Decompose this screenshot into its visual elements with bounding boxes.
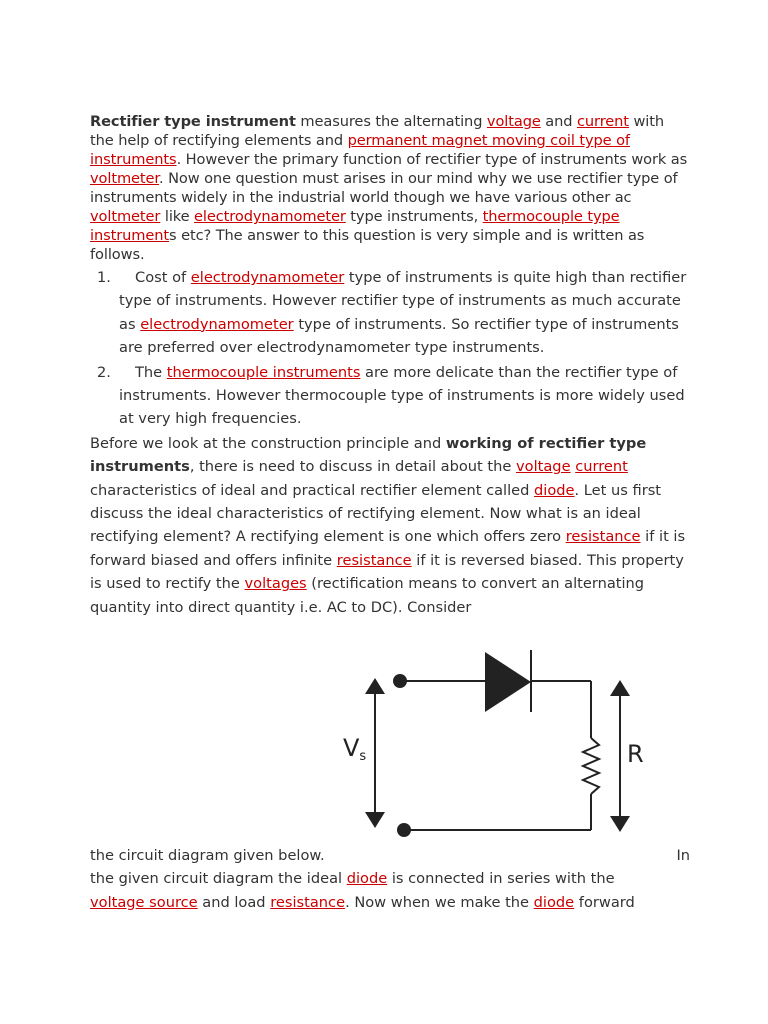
link-voltmeter-2[interactable]: voltmeter [90,208,161,225]
link-voltages[interactable]: voltages [244,575,307,593]
intro-paragraph: Rectifier type instrument measures the alternating voltage and current with the help of rectifying elements and permanent magnet moving coil type of instruments. However the primary function of rectifier type of instruments work as voltmeter. Now one question must arises in our mind why we use rectifier type of instruments widely in the industrial world though we have various other ac voltmeter like electrodynamometer type instruments, thermocouple type instruments etc? The answer to this question is very simple and is written as follows. [90,113,688,263]
reasons-list [90,266,690,431]
tail-paragraph: the circuit diagram given below. In the given circuit diagram the ideal diode is connected in series with the voltage source and load resistance. Now when we make the diode forward [90,847,690,911]
intro-term: Rectifier type instrument [90,113,296,130]
link-voltmeter[interactable]: voltmeter [90,170,159,187]
resistor-symbol [583,738,599,794]
link-thermocouple-instrument[interactable]: thermocouple type instrument [90,208,620,244]
link-voltage[interactable]: voltage [516,458,571,476]
link-electrodynamometer[interactable]: electrodynamometer [190,269,345,286]
list-item: 2. The thermocouple instruments are more delicate than the rectifier type of instruments. However thermocouple type of instruments is more widely used at very high frequencies. [90,361,690,431]
list-number: 1. [97,269,111,286]
link-diode[interactable]: diode [533,893,575,911]
article-body [90,112,690,619]
link-pmmc-instruments[interactable]: permanent magnet moving coil type of instruments [90,132,630,168]
link-electrodynamometer[interactable]: electrodynamometer [194,208,346,225]
construction-paragraph: Before we look at the construction principle and working of rectifier type instruments, there is need to discuss in detail about the voltage current characteristics of ideal and practical rectifier element called diode. Let us first discuss the ideal characteristics of rectifying element. Now what is an ideal rectifying element? A rectifying element is one which offers zero resistance if it is forward biased and offers infinite resistance if it is reversed biased. This property is used to rectify the voltages (rectification means to convert an alternating quantity into direct quantity i.e. AC to DC). Consider [90,434,686,616]
link-electrodynamometer[interactable]: electrodynamometer [140,315,294,333]
list-item: 1. Cost of electrodynamometer type of instruments is quite high than rectifier type of instruments. However rectifier type of instruments as much accurate as electrodynamometer type of instruments. So rectifier type of instruments are preferred over electrodynamometer type instruments. [90,266,690,360]
link-thermocouple-instruments[interactable]: thermocouple instruments [166,363,361,381]
diode-symbol [485,650,531,712]
link-resistance[interactable]: resistance [270,893,346,911]
link-current[interactable]: current [576,113,629,130]
link-resistance[interactable]: resistance [336,551,412,569]
link-voltage-source[interactable]: voltage source [90,893,198,911]
rectifier-circuit-diagram [343,644,655,844]
link-diode[interactable]: diode [346,870,388,888]
link-diode[interactable]: diode [534,481,575,499]
vs-arrow [365,678,385,828]
vs-label: Vs [343,734,367,764]
link-current[interactable]: current [575,458,628,476]
bold-term: working of rectifier type instruments [90,434,647,476]
r-label: R [627,740,644,768]
link-voltage[interactable]: voltage [486,113,541,130]
list-number: 2. [97,363,111,381]
link-resistance[interactable]: resistance [565,528,641,546]
